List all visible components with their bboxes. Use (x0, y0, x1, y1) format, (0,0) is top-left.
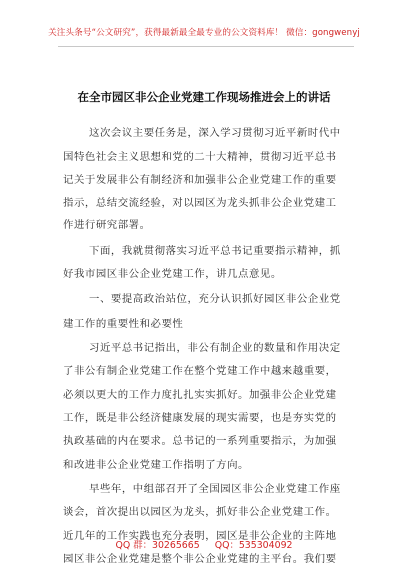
body-line: 园区非公企业党建是整个非公企业党建的主平台。我们要 (63, 553, 337, 565)
header-divider (58, 46, 354, 47)
body-line: 和改进非公企业党建工作指明了方向。 (63, 459, 249, 471)
body-line: 记关于发展非公有制经济和加强非公企业党建工作的重要 (63, 174, 337, 186)
footer-qq-number: QQ：535304092 (214, 540, 293, 551)
body-line: 执政基础的内在要求。总书记的一系列重要指示，为加强 (63, 435, 337, 447)
body-line: 谈会，首次提出以园区为龙头，抓好非公企业党建工作。 (63, 506, 337, 518)
footer-qq-group: QQ 群：30265665 (115, 540, 200, 551)
body-line: 这次会议主要任务是，深入学习贯彻习近平新时代中 (89, 127, 341, 139)
body-line: 下面，我就贯彻落实习近平总书记重要指示精神，抓 (89, 245, 341, 257)
footer-contact (0, 537, 408, 551)
header-banner: 关注头条号“公文研究”，获得最新最全最专业的公文资料库！ 微信：gongwenyj (48, 28, 360, 38)
body-line: 早些年，中组部召开了全国园区非公企业党建工作座 (89, 483, 341, 495)
body-line: 建工作的重要性和必要性 (63, 318, 184, 330)
body-line: 必须以更大的工作力度扎扎实实抓好。加强非公企业党建 (63, 389, 337, 401)
body-line: 近几年的工作实践也充分表明，园区是非公企业的主阵地 (63, 530, 337, 542)
body-line: 一、要提高政治站位，充分认识抓好园区非公企业党 (89, 293, 341, 305)
body-line: 了非公有制企业党建工作在整个党建工作中越来越重要， (63, 365, 337, 377)
document-title: 在全市园区非公企业党建工作现场推进会上的讲话 (77, 90, 331, 104)
body-line: 指示，总结交流经验，对以园区为龙头抓非公企业党建工 (63, 197, 337, 209)
body-line: 作进行研究部署。 (63, 219, 151, 231)
body-line: 习近平总书记指出，非公有制企业的数量和作用决定 (89, 342, 341, 354)
body-line: 好我市园区非公企业党建工作，讲几点意见。 (63, 268, 282, 280)
body-line: 工作，既是非公经济健康发展的现实需要，也是夯实党的 (63, 412, 337, 424)
body-line: 国特色社会主义思想和党的二十大精神，贯彻习近平总书 (63, 151, 337, 163)
